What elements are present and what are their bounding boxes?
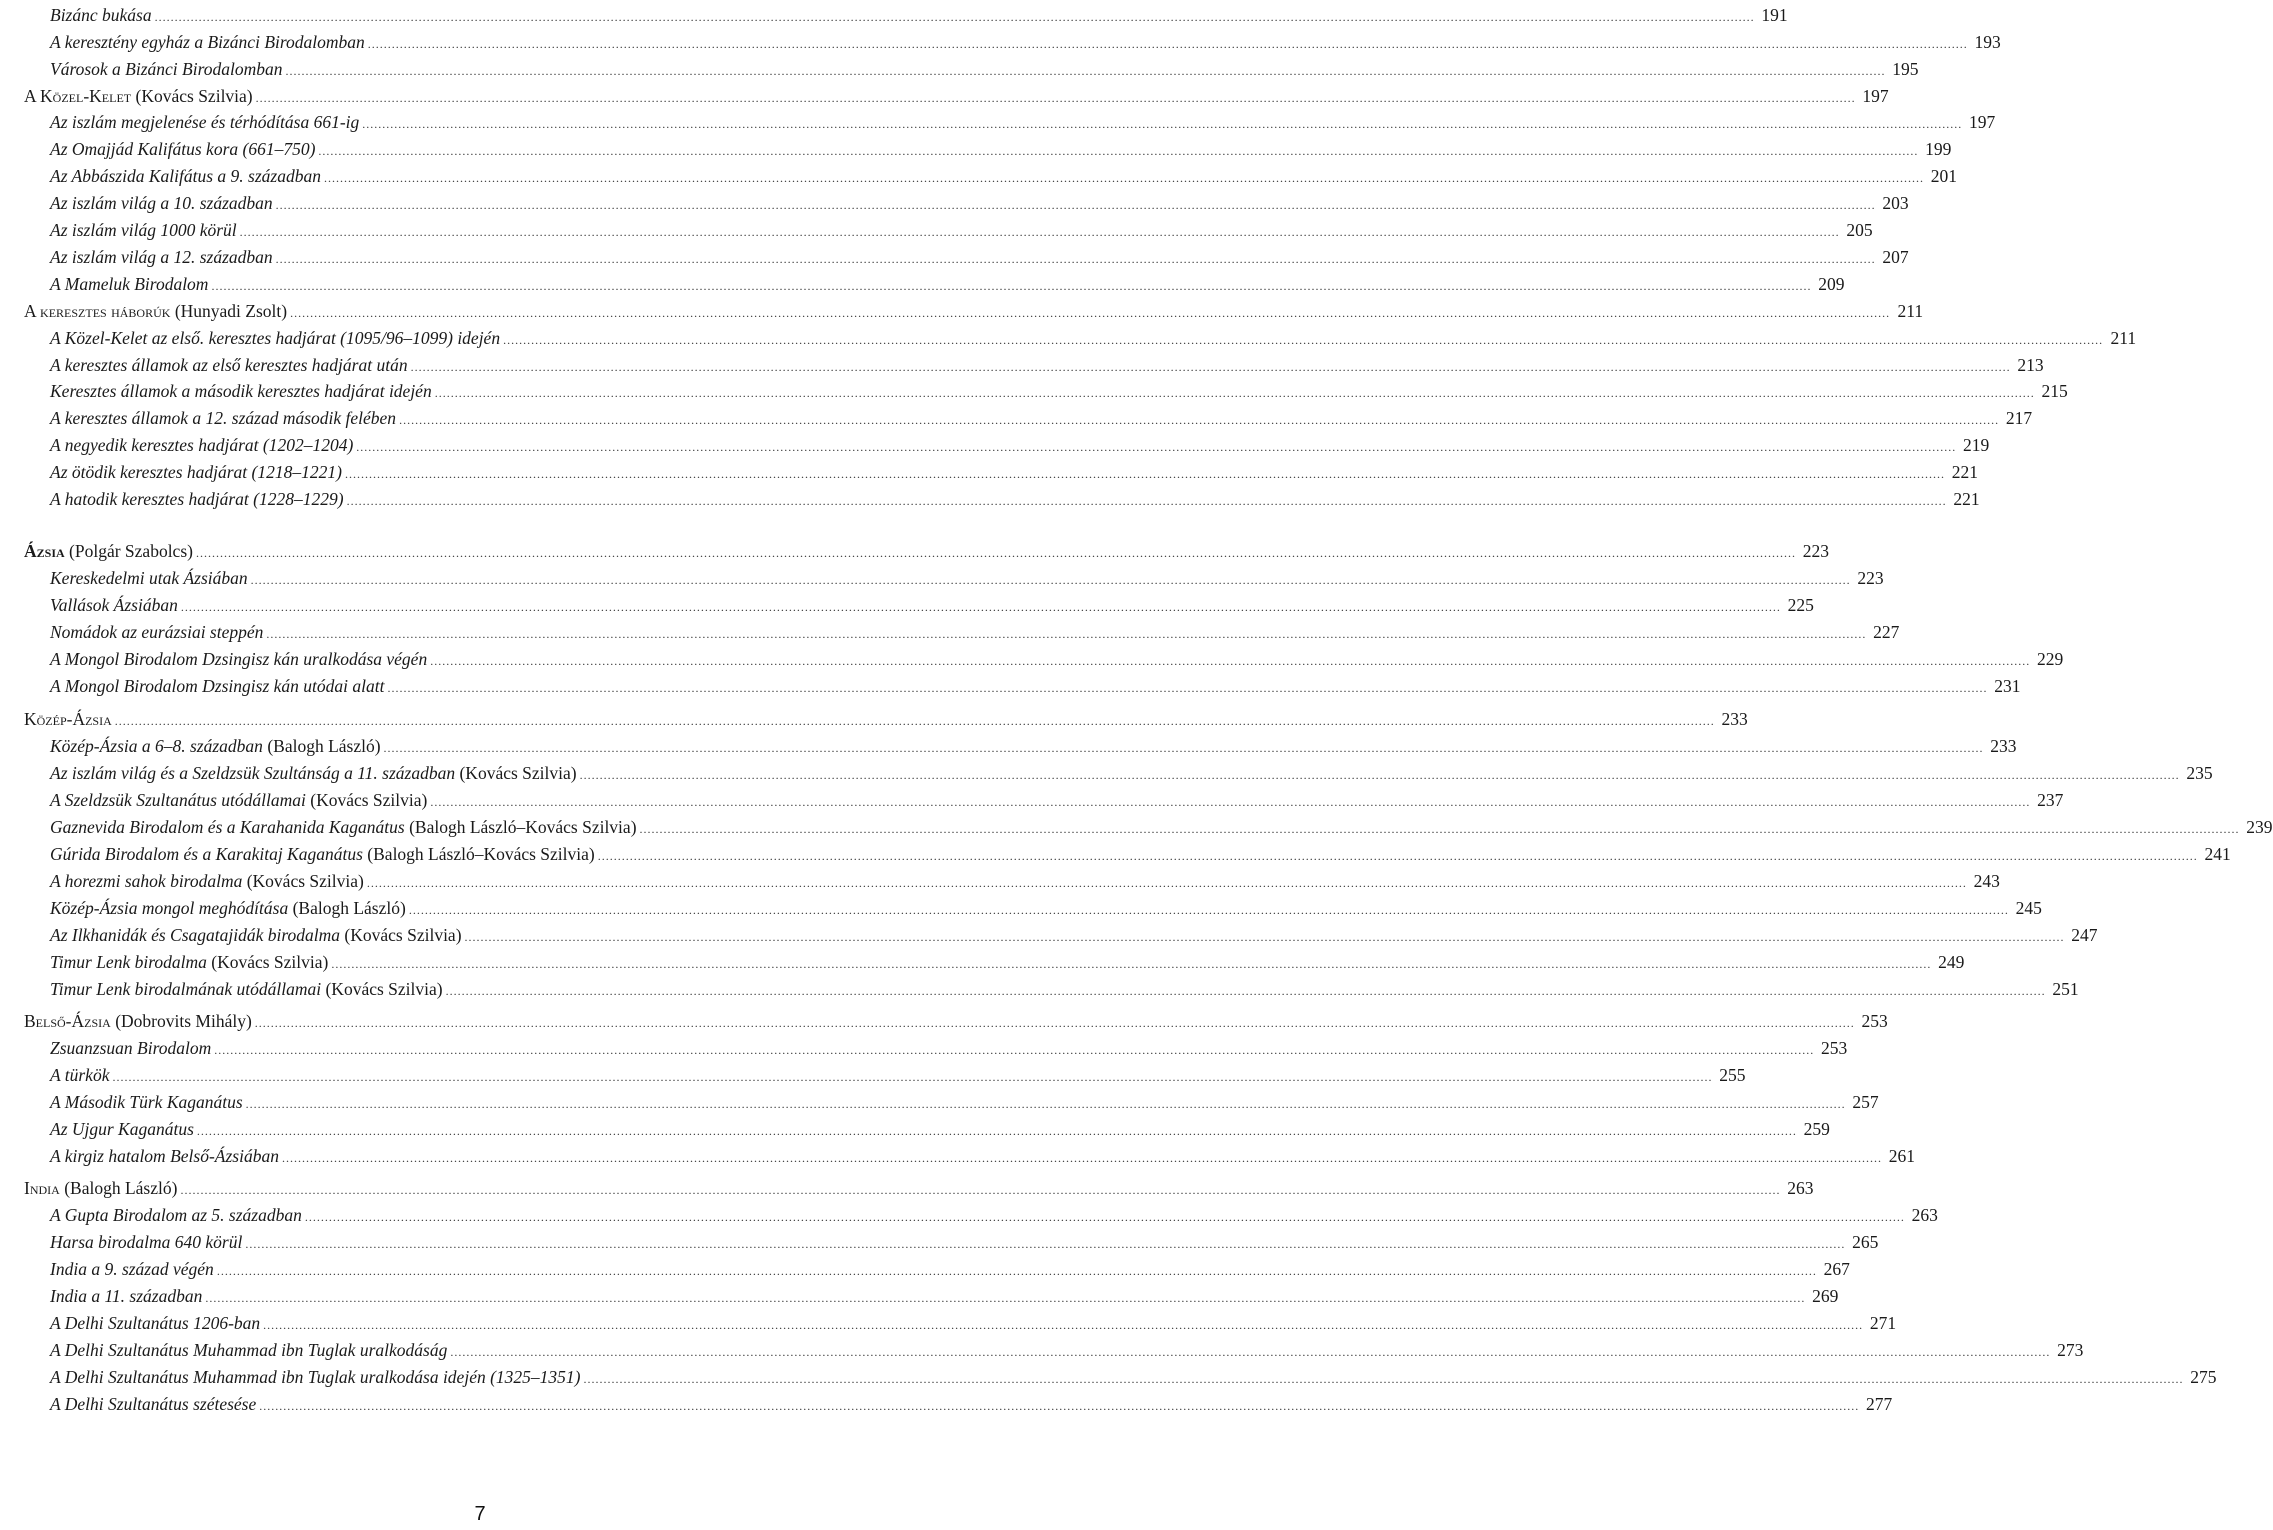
toc-entry-title — [50, 675, 384, 697]
toc-subentry — [50, 1254, 1850, 1280]
toc-page-number: 223 — [1857, 568, 1884, 588]
toc-entry-title-text: Az iszlám világ a 12. században — [50, 247, 273, 267]
toc-entry-title — [50, 354, 408, 376]
toc-subentry — [50, 1200, 1938, 1226]
toc-subentry — [50, 920, 2098, 946]
toc-entry-title-text: A Közel-Kelet az első. keresztes hadjárat (1095/96–1099) idején — [50, 328, 501, 348]
toc-entry-title-text: A keresztes államok az első keresztes hadjárat után — [50, 355, 408, 375]
toc-entry-author: (Hunyadi Zsolt) — [170, 301, 288, 321]
dot-leader: ................................................................................................................................................................................................................................................................................................................................................................................................................ — [445, 984, 2046, 998]
toc-page-number: 247 — [2071, 925, 2098, 945]
toc-entry-title-text: A hatodik keresztes hadjárat (1228–1229) — [50, 489, 344, 509]
toc-entry-title-text: Keresztes államok a második keresztes hadjárat idején — [50, 381, 432, 401]
toc-entry-title-text: Bizánc bukása — [50, 5, 152, 25]
toc-page-number: 231 — [1994, 676, 2021, 696]
toc-entry-title — [50, 219, 237, 241]
toc-section-heading — [24, 536, 1829, 562]
toc-page-number: 253 — [1821, 1038, 1848, 1058]
dot-leader: ................................................................................................................................................................................................................................................................................................................................................................................................................ — [503, 333, 2104, 347]
toc-page-number: 255 — [1719, 1065, 1746, 1085]
toc-page-number: 235 — [2186, 763, 2213, 783]
dot-leader: ................................................................................................................................................................................................................................................................................................................................................................................................................ — [387, 681, 1988, 695]
toc-entry-title — [24, 540, 193, 562]
toc-subentry — [50, 161, 1957, 187]
toc-page-number: 221 — [1953, 489, 1980, 509]
toc-entry-author: (Kovács Szilvia) — [340, 925, 462, 945]
toc-entry-author: (Balogh László–Kovács Szilvia) — [362, 844, 595, 864]
toc-entry-title — [50, 1312, 260, 1334]
toc-page-number: 195 — [1892, 59, 1919, 79]
dot-leader: ................................................................................................................................................................................................................................................................................................................................................................................................................ — [285, 64, 1886, 78]
toc-page-number: 267 — [1823, 1259, 1850, 1279]
dot-leader: ................................................................................................................................................................................................................................................................................................................................................................................................................ — [180, 1183, 1781, 1197]
dot-leader: ................................................................................................................................................................................................................................................................................................................................................................................................................ — [318, 144, 1919, 158]
toc-subentry — [50, 671, 2021, 697]
toc-page-number: 243 — [1973, 871, 2000, 891]
toc-entry-title-text: Az iszlám világ a 10. században — [50, 193, 273, 213]
toc-entry-title-text: Az Abbászida Kalifátus a 9. században — [50, 166, 321, 186]
toc-entry-title-text: A türkök — [50, 1065, 110, 1085]
dot-leader: ................................................................................................................................................................................................................................................................................................................................................................................................................ — [195, 546, 1796, 560]
toc-subentry — [50, 0, 1788, 26]
toc-entry-title-text: A Második Türk Kaganátus — [50, 1092, 243, 1112]
toc-entry-title-text: Az iszlám világ 1000 körül — [50, 220, 237, 240]
toc-subentry — [50, 1308, 1897, 1334]
dot-leader: ................................................................................................................................................................................................................................................................................................................................................................................................................ — [464, 930, 2065, 944]
dot-leader: ................................................................................................................................................................................................................................................................................................................................................................................................................ — [263, 1318, 1864, 1332]
toc-subentry — [50, 563, 1884, 589]
toc-entry-title-text: Vallások Ázsiában — [50, 595, 178, 615]
toc-entry-title — [50, 567, 248, 589]
dot-leader: ................................................................................................................................................................................................................................................................................................................................................................................................................ — [214, 1043, 1815, 1057]
toc-entry-title-text: Közép-Ázsia — [24, 709, 112, 729]
toc-entry-title — [50, 1091, 243, 1113]
toc-subentry — [50, 1060, 1746, 1086]
toc-entry-title-text: A Delhi Szultanátus Muhammad ibn Tuglak uralkodáság — [50, 1340, 448, 1360]
toc-entry-title — [50, 273, 208, 295]
toc-entry-title — [50, 762, 577, 784]
toc-entry-title — [24, 1177, 177, 1199]
toc-entry-title-text: Timur Lenk birodalmának utódállamai — [50, 979, 322, 999]
toc-page-number: 269 — [1812, 1286, 1839, 1306]
toc-entry-author: (Polgár Szabolcs) — [64, 541, 193, 561]
toc-page-number: 263 — [1911, 1205, 1938, 1225]
toc-entry-title-text: Az Omajjád Kalifátus kora (661–750) — [50, 139, 316, 159]
toc-section-heading — [24, 704, 1748, 730]
dot-leader: ................................................................................................................................................................................................................................................................................................................................................................................................................ — [245, 1097, 1846, 1111]
dot-leader: ................................................................................................................................................................................................................................................................................................................................................................................................................ — [281, 1151, 1882, 1165]
toc-entry-title — [50, 735, 381, 757]
toc-entry-title — [50, 1366, 581, 1388]
dot-leader: ................................................................................................................................................................................................................................................................................................................................................................................................................ — [114, 714, 1715, 728]
dot-leader: ................................................................................................................................................................................................................................................................................................................................................................................................................ — [255, 91, 1856, 105]
toc-entry-title — [50, 951, 328, 973]
toc-subentry — [50, 376, 2068, 402]
toc-page-number: 223 — [1802, 541, 1829, 561]
dot-leader: ................................................................................................................................................................................................................................................................................................................................................................................................................ — [383, 741, 1984, 755]
toc-entry-title — [50, 897, 406, 919]
dot-leader: ................................................................................................................................................................................................................................................................................................................................................................................................................ — [180, 600, 1781, 614]
toc-entry-title — [50, 1118, 194, 1140]
toc-subentry — [50, 269, 1845, 295]
toc-entry-title — [24, 708, 112, 730]
toc-entry-title-text: Gaznevida Birodalom és a Karahanida Kaganátus — [50, 817, 405, 837]
toc-entry-title-text: A Gupta Birodalom az 5. században — [50, 1205, 302, 1225]
toc-entry-title-text: A horezmi sahok birodalma — [50, 871, 243, 891]
toc-subentry — [50, 134, 1952, 160]
toc-entry-title-text: Az Ilkhanidák és Csagatajidák birodalma — [50, 925, 341, 945]
toc-page-number: 213 — [2017, 355, 2044, 375]
toc-entry-title-text: Kereskedelmi utak Ázsiában — [50, 568, 248, 588]
toc-entry-title-text: A Mameluk Birodalom — [50, 274, 209, 294]
dot-leader: ................................................................................................................................................................................................................................................................................................................................................................................................................ — [275, 252, 1876, 266]
toc-entry-title — [50, 1064, 109, 1086]
toc-subentry — [50, 188, 1909, 214]
toc-entry-title-text: Az ötödik keresztes hadjárat (1218–1221) — [50, 462, 342, 482]
toc-entry-title-text: Timur Lenk birodalma — [50, 952, 207, 972]
dot-leader: ................................................................................................................................................................................................................................................................................................................................................................................................................ — [362, 117, 1963, 131]
dot-leader: ................................................................................................................................................................................................................................................................................................................................................................................................................ — [154, 10, 1755, 24]
toc-entry-title-text: Az Ujgur Kaganátus — [50, 1119, 194, 1139]
toc-entry-author: (Balogh László) — [262, 736, 381, 756]
toc-subentry — [50, 350, 2044, 376]
toc-subentry — [50, 1389, 1893, 1415]
dot-leader: ................................................................................................................................................................................................................................................................................................................................................................................................................ — [367, 37, 1968, 51]
toc-subentry — [50, 974, 2079, 1000]
toc-subentry — [50, 812, 2273, 838]
dot-leader: ................................................................................................................................................................................................................................................................................................................................................................................................................ — [211, 279, 1812, 293]
toc-page-number: 257 — [1852, 1092, 1879, 1112]
dot-leader: ................................................................................................................................................................................................................................................................................................................................................................................................................ — [639, 822, 2240, 836]
toc-page-number: 261 — [1888, 1146, 1915, 1166]
toc-entry-title — [50, 978, 443, 1000]
dot-leader: ................................................................................................................................................................................................................................................................................................................................................................................................................ — [112, 1070, 1713, 1084]
toc-entry-title — [24, 300, 287, 322]
toc-page-number: 233 — [1721, 709, 1748, 729]
toc-page-number: 193 — [1974, 32, 2001, 52]
toc-subentry — [50, 590, 1814, 616]
toc-page-number: 229 — [2036, 649, 2064, 669]
toc-page-number: 211 — [2110, 328, 2137, 348]
toc-entry-title-text: A kirgiz hatalom Belső-Ázsiában — [50, 1146, 279, 1166]
toc-entry-title-text: Gúrida Birodalom és a Karakitaj Kaganátus — [50, 844, 363, 864]
toc-subentry — [50, 1087, 1879, 1113]
toc-subentry — [50, 1335, 2084, 1361]
toc-entry-title — [50, 434, 353, 456]
dot-leader: ................................................................................................................................................................................................................................................................................................................................................................................................................ — [408, 903, 2009, 917]
toc-section-heading — [24, 1173, 1814, 1199]
toc-entry-author: (Balogh László) — [59, 1178, 178, 1198]
toc-entry-title — [50, 1393, 256, 1415]
toc-page-number: 245 — [2015, 898, 2042, 918]
toc-subentry — [50, 731, 2017, 757]
dot-leader: ................................................................................................................................................................................................................................................................................................................................................................................................................ — [239, 225, 1840, 239]
toc-entry-title — [50, 192, 273, 214]
dot-leader: ................................................................................................................................................................................................................................................................................................................................................................................................................ — [259, 1399, 1860, 1413]
dot-leader: ................................................................................................................................................................................................................................................................................................................................................................................................................ — [196, 1124, 1797, 1138]
toc-subentry — [50, 457, 1978, 483]
toc-entry-title — [50, 648, 427, 670]
toc-entry-title-text: Közép-Ázsia mongol meghódítása — [50, 898, 289, 918]
toc-entry-title — [50, 1231, 242, 1253]
toc-entry-title-text: Harsa birodalma 640 körül — [50, 1232, 243, 1252]
dot-leader: ................................................................................................................................................................................................................................................................................................................................................................................................................ — [245, 1237, 1846, 1251]
dot-leader: ................................................................................................................................................................................................................................................................................................................................................................................................................ — [430, 795, 2031, 809]
dot-leader: ................................................................................................................................................................................................................................................................................................................................................................................................................ — [290, 306, 1891, 320]
dot-leader: ................................................................................................................................................................................................................................................................................................................................................................................................................ — [216, 1264, 1817, 1278]
toc-entry-title — [50, 1285, 202, 1307]
toc-subentry — [50, 947, 1965, 973]
toc-entry-title-text: A Delhi Szultanátus szétesése — [50, 1394, 257, 1414]
toc-entry-title — [50, 1339, 447, 1361]
toc-subentry — [50, 27, 2001, 53]
toc-entry-title — [50, 843, 595, 865]
toc-entry-title-text: A keresztes háborúk — [24, 301, 171, 321]
toc-subentry — [50, 430, 1990, 456]
toc-subentry — [50, 866, 2000, 892]
toc-entry-title-text: A Delhi Szultanátus 1206-ban — [50, 1313, 261, 1333]
toc-page-number: 271 — [1869, 1313, 1897, 1333]
toc-page-number: 277 — [1866, 1394, 1893, 1414]
toc-entry-author: (Kovács Szilvia) — [206, 952, 329, 972]
dot-leader: ................................................................................................................................................................................................................................................................................................................................................................................................................ — [597, 849, 2198, 863]
toc-entry-title-text: India a 11. században — [50, 1286, 203, 1306]
toc-entry-author: (Kovács Szilvia) — [242, 871, 364, 891]
dot-leader: ................................................................................................................................................................................................................................................................................................................................................................................................................ — [250, 573, 1851, 587]
toc-subentry — [50, 644, 2064, 670]
toc-entry-title-text: A Közel-Kelet — [24, 86, 132, 106]
toc-entry-title — [50, 111, 359, 133]
dot-leader: ................................................................................................................................................................................................................................................................................................................................................................................................................ — [304, 1210, 1905, 1224]
toc-page-number: 225 — [1787, 595, 1814, 615]
toc-entry-title-text: India a 9. század végén — [50, 1259, 214, 1279]
toc-entry-title-text: A keresztes államok a 12. század második felében — [50, 408, 397, 428]
toc-entry-title-text: A Delhi Szultanátus Muhammad ibn Tuglak uralkodása idején (1325–1351) — [50, 1367, 581, 1387]
toc-entry-author: (Kovács Szilvia) — [131, 86, 253, 106]
toc-page-number: 253 — [1861, 1011, 1888, 1031]
toc-entry-title-text: A Mongol Birodalom Dzsingisz kán uralkodása végén — [50, 649, 428, 669]
toc-entry-title — [50, 1204, 302, 1226]
toc-entry-title — [50, 407, 396, 429]
dot-leader: ................................................................................................................................................................................................................................................................................................................................................................................................................ — [579, 768, 2180, 782]
dot-leader: ................................................................................................................................................................................................................................................................................................................................................................................................................ — [399, 413, 2000, 427]
toc-entry-title — [50, 789, 427, 811]
toc-page-number: 249 — [1938, 952, 1965, 972]
dot-leader: ................................................................................................................................................................................................................................................................................................................................................................................................................ — [410, 360, 2011, 374]
toc-section-heading — [24, 296, 1924, 322]
toc-page-number: 259 — [1803, 1119, 1830, 1139]
toc-page-number: 199 — [1925, 139, 1952, 159]
toc-page-number: 191 — [1761, 5, 1788, 25]
toc-page-number: 217 — [2005, 408, 2033, 428]
toc-entry-author: (Kovács Szilvia) — [305, 790, 428, 810]
toc-page-number: 197 — [1969, 112, 1996, 132]
toc-page-number: 215 — [2041, 381, 2068, 401]
dot-leader: ................................................................................................................................................................................................................................................................................................................................................................................................................ — [266, 627, 1867, 641]
dot-leader: ................................................................................................................................................................................................................................................................................................................................................................................................................ — [254, 1016, 1855, 1030]
toc-entry-title — [24, 85, 253, 107]
toc-page-number: 239 — [2246, 817, 2273, 837]
toc-entry-title — [50, 380, 432, 402]
toc-subentry — [50, 839, 2231, 865]
toc-subentry — [50, 215, 1873, 241]
toc-entry-author: (Kovács Szilvia) — [321, 979, 443, 999]
toc-page-number: 209 — [1818, 274, 1845, 294]
dot-leader: ................................................................................................................................................................................................................................................................................................................................................................................................................ — [583, 1372, 2184, 1386]
toc-subentry — [50, 403, 2033, 429]
toc-subentry — [50, 785, 2064, 811]
toc-subentry — [50, 1141, 1915, 1167]
toc-entry-title — [50, 461, 342, 483]
toc-entry-title — [50, 621, 263, 643]
toc-entry-title-text: Zsuanzsuan Birodalom — [50, 1038, 212, 1058]
dot-leader: ................................................................................................................................................................................................................................................................................................................................................................................................................ — [205, 1291, 1806, 1305]
dot-leader: ................................................................................................................................................................................................................................................................................................................................................................................................................ — [434, 386, 2035, 400]
toc-entry-title — [50, 1145, 279, 1167]
toc-entry-title-text: A Mongol Birodalom Dzsingisz kán utódai alatt — [50, 676, 385, 696]
toc-page-number: 221 — [1951, 462, 1978, 482]
page-number: 7 — [474, 1503, 486, 1525]
toc-entry-title — [50, 4, 152, 26]
toc-entry-title-text: A keresztény egyház a Bizánci Birodalomban — [50, 32, 365, 52]
toc-entry-title — [50, 58, 283, 80]
toc-subentry — [50, 617, 1900, 643]
toc-entry-title-text: Városok a Bizánci Birodalomban — [50, 59, 283, 79]
dot-leader: ................................................................................................................................................................................................................................................................................................................................................................................................................ — [356, 440, 1957, 454]
toc-subentry — [50, 758, 2213, 784]
dot-leader: ................................................................................................................................................................................................................................................................................................................................................................................................................ — [331, 957, 1932, 971]
toc-entry-title-text: Belső-Ázsia — [24, 1011, 111, 1031]
toc-entry-title-text: Ázsia — [24, 541, 65, 561]
toc-entry-title — [50, 1037, 211, 1059]
toc-entry-title-text: Nomádok az eurázsiai steppén — [50, 622, 264, 642]
toc-entry-title-text: Az iszlám megjelenése és térhódítása 661-ig — [50, 112, 360, 132]
dot-leader: ................................................................................................................................................................................................................................................................................................................................................................................................................ — [344, 467, 1945, 481]
toc-page-number: 219 — [1963, 435, 1990, 455]
toc-entry-title — [50, 138, 315, 160]
toc-entry-title — [50, 816, 637, 838]
toc-page-number: 207 — [1882, 247, 1909, 267]
toc-page-number: 273 — [2057, 1340, 2084, 1360]
toc-entry-title — [50, 31, 365, 53]
toc-page-number: 227 — [1873, 622, 1900, 642]
toc-subentry — [50, 1114, 1830, 1140]
toc-entry-title — [50, 488, 344, 510]
toc-subentry — [50, 893, 2042, 919]
dot-leader: ................................................................................................................................................................................................................................................................................................................................................................................................................ — [275, 198, 1876, 212]
dot-leader: ................................................................................................................................................................................................................................................................................................................................................................................................................ — [323, 171, 1924, 185]
toc-entry-title — [50, 165, 321, 187]
toc-subentry — [50, 323, 2137, 349]
toc-entry-title — [24, 1010, 252, 1032]
toc-page-number: 241 — [2204, 844, 2231, 864]
toc-entry-title-text: A Szeldzsük Szultanátus utódállamai — [50, 790, 306, 810]
toc-page-number: 203 — [1882, 193, 1909, 213]
dot-leader: ................................................................................................................................................................................................................................................................................................................................................................................................................ — [346, 494, 1947, 508]
toc-page-number: 237 — [2037, 790, 2064, 810]
toc-entry-title — [50, 924, 462, 946]
toc-subentry — [50, 484, 1980, 510]
toc-subentry — [50, 242, 1909, 268]
toc-section-heading — [24, 1006, 1888, 1032]
toc-entry-title — [50, 327, 500, 349]
toc-subentry — [50, 1227, 1879, 1253]
toc-entry-author: (Balogh László–Kovács Szilvia) — [404, 817, 637, 837]
toc-subentry — [50, 1033, 1848, 1059]
toc-page-number: 251 — [2052, 979, 2079, 999]
toc-subentry — [50, 1362, 2217, 1388]
toc-entry-author: (Balogh László) — [288, 898, 406, 918]
toc-entry-title — [50, 1258, 214, 1280]
dot-leader: ................................................................................................................................................................................................................................................................................................................................................................................................................ — [366, 876, 1967, 890]
toc-page-number: 265 — [1852, 1232, 1879, 1252]
toc-page-number: 263 — [1787, 1178, 1814, 1198]
toc-page-number: 233 — [1990, 736, 2017, 756]
toc-entry-author: (Dobrovits Mihály) — [110, 1011, 252, 1031]
toc-entry-title — [50, 870, 364, 892]
toc-subentry — [50, 1281, 1839, 1307]
toc-page-number: 205 — [1846, 220, 1873, 240]
dot-leader: ................................................................................................................................................................................................................................................................................................................................................................................................................ — [430, 654, 2031, 668]
toc-entry-title — [50, 246, 273, 268]
toc-page-number: 201 — [1930, 166, 1957, 186]
toc-entry-author: (Kovács Szilvia) — [455, 763, 577, 783]
toc-section-heading — [24, 81, 1889, 107]
dot-leader: ................................................................................................................................................................................................................................................................................................................................................................................................................ — [450, 1345, 2051, 1359]
toc-subentry — [50, 107, 1996, 133]
toc-page-number: 197 — [1862, 86, 1889, 106]
toc-entry-title-text: India — [24, 1178, 60, 1198]
toc-entry-title-text: Az iszlám világ és a Szeldzsük Szultánság a 11. században — [50, 763, 456, 783]
toc-entry-title-text: A negyedik keresztes hadjárat (1202–1204) — [50, 435, 354, 455]
toc-entry-title — [50, 594, 178, 616]
toc-page-number: 211 — [1897, 301, 1924, 321]
toc-subentry — [50, 54, 1919, 80]
toc-page-number: 275 — [2190, 1367, 2217, 1387]
toc-entry-title-text: Közép-Ázsia a 6–8. században — [50, 736, 263, 756]
